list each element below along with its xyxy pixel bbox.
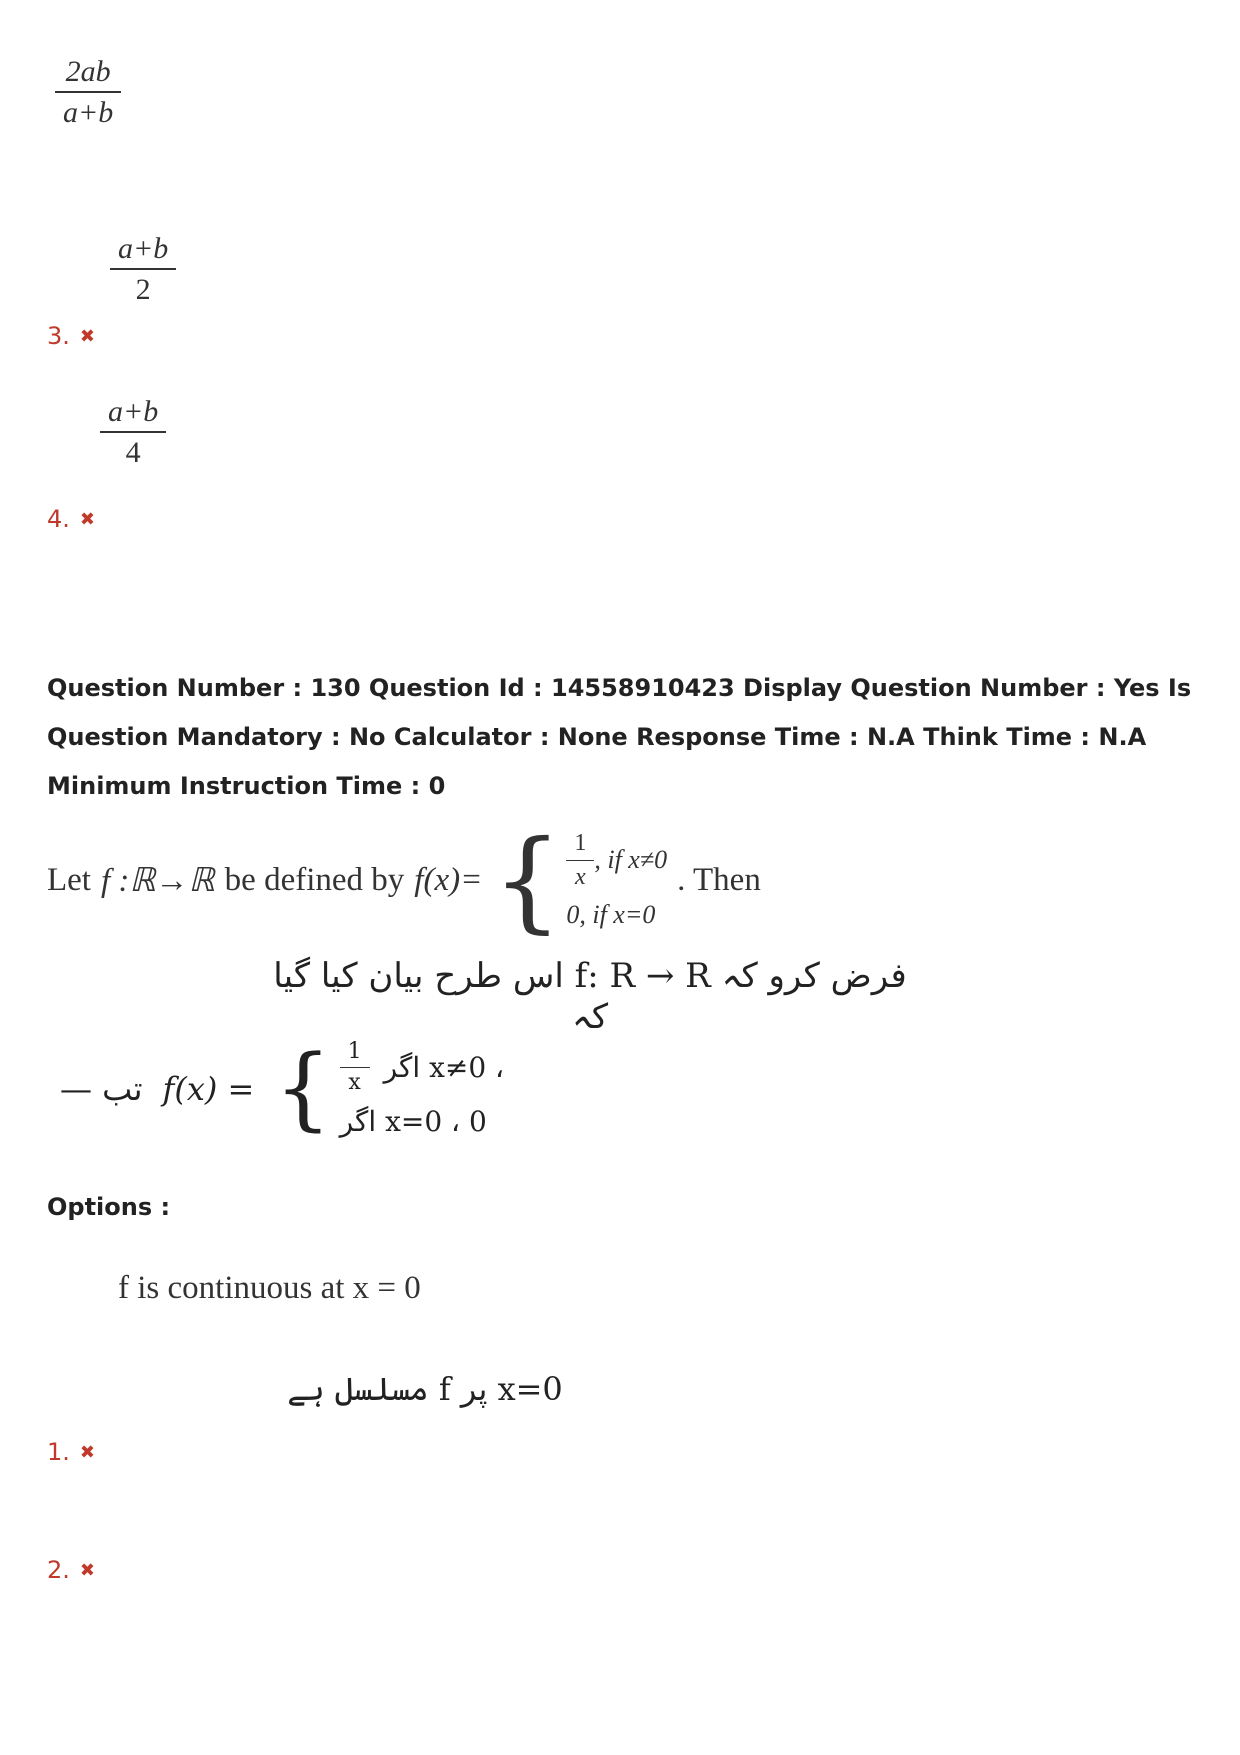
case1-denominator: x bbox=[575, 863, 586, 890]
options-heading: Options : bbox=[47, 1193, 171, 1221]
cross-icon: ✖ bbox=[79, 1441, 95, 1463]
option-number: 4. bbox=[47, 505, 70, 533]
option-number: 3. bbox=[47, 322, 70, 350]
fraction-bar bbox=[100, 431, 166, 433]
previous-option-3[interactable] bbox=[47, 322, 95, 350]
urdu-case2: 0 ، x=0 اگر bbox=[339, 1105, 487, 1139]
question-metadata: Question Number : 130 Question Id : 14558910423 Display Question Number : Yes Is Question Mandatory : No Calculator : None Response Time : N.A Think Time : N.A Minimum Instruction Time : 0 bbox=[47, 674, 1192, 800]
case2-definition: 0, if x=0 bbox=[566, 899, 656, 929]
case1-condition: , if x≠0 bbox=[594, 845, 668, 874]
question-urdu-line1: فرض کرو کہ f: R → R اس طرح بیان کیا گیا کہ bbox=[273, 956, 907, 1037]
fraction-numerator: 2ab bbox=[65, 55, 111, 88]
cross-icon: ✖ bbox=[79, 508, 95, 530]
fraction-bar bbox=[55, 91, 121, 93]
option-number: 2. bbox=[47, 1556, 70, 1584]
piecewise-definition bbox=[492, 816, 668, 944]
fraction-denominator: 2 bbox=[135, 273, 151, 306]
option-1-urdu: x=0 پر f مسلسل ہے bbox=[287, 1370, 563, 1408]
option-number: 1. bbox=[47, 1438, 70, 1466]
urdu-case1-condition: ، x≠0 اگر bbox=[383, 1051, 505, 1085]
question-prefix: Let bbox=[47, 861, 91, 898]
question-middle: be defined by bbox=[224, 861, 405, 898]
case1-numerator: 1 bbox=[574, 830, 587, 857]
question-english bbox=[47, 816, 761, 944]
fraction-bar bbox=[566, 860, 594, 861]
urdu-case1-denominator: x bbox=[348, 1070, 361, 1096]
left-brace: { bbox=[492, 816, 563, 944]
function-mapping: f :ℝ→ℝ bbox=[100, 863, 215, 899]
fraction-denominator: 4 bbox=[125, 436, 141, 469]
previous-option-4-fraction bbox=[100, 395, 166, 469]
urdu-function-label: f(x) = bbox=[162, 1070, 255, 1109]
left-brace: { bbox=[274, 1036, 332, 1142]
previous-option-4[interactable] bbox=[47, 505, 95, 533]
option-1-english: f is continuous at x = 0 bbox=[118, 1270, 421, 1306]
option-1[interactable] bbox=[47, 1438, 95, 1466]
cross-icon: ✖ bbox=[79, 1559, 95, 1581]
urdu-case1-numerator: 1 bbox=[347, 1039, 362, 1064]
option-2[interactable] bbox=[47, 1556, 95, 1584]
fraction-denominator: a+b bbox=[63, 96, 114, 129]
previous-option-3-fraction bbox=[110, 232, 176, 306]
fraction-numerator: a+b bbox=[108, 395, 159, 428]
previous-option-2-fraction bbox=[55, 55, 121, 129]
fraction-numerator: a+b bbox=[118, 232, 169, 265]
function-label: f(x)= bbox=[414, 861, 483, 898]
fraction-bar bbox=[110, 268, 176, 270]
urdu-tail: تب — bbox=[60, 1070, 143, 1109]
fraction-bar bbox=[340, 1067, 370, 1068]
cross-icon: ✖ bbox=[79, 325, 95, 347]
question-suffix: . Then bbox=[677, 861, 761, 898]
question-urdu-formula bbox=[60, 1036, 505, 1142]
urdu-piecewise bbox=[274, 1036, 505, 1142]
